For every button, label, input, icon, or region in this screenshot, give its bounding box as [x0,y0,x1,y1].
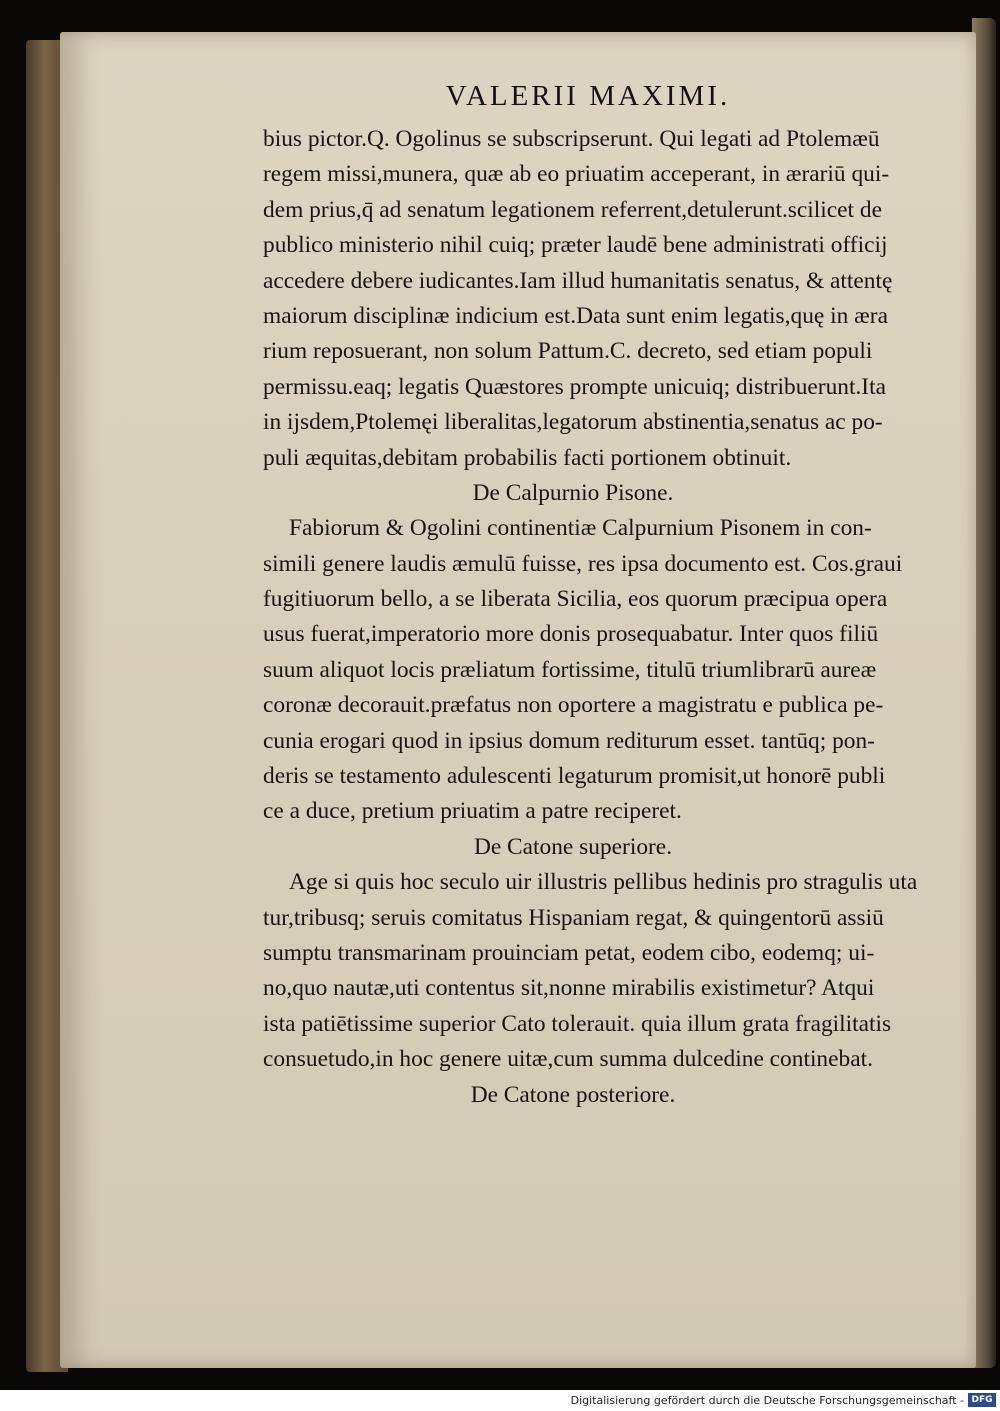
text-line: puli æquitas,debitam probabilis facti portionem obtinuit. [263,444,792,471]
digitization-footer [0,1390,1000,1411]
text-line: fugitiuorum bello, a se liberata Sicilia, eos quorum præcipua opera [263,586,888,613]
text-line: deris se testamento adulescenti legaturum promisit,ut honorē publi [263,763,886,790]
text-line: maiorum disciplinæ indicium est.Data sunt enim legatis,quę in æra [263,302,888,329]
text-line: rium reposuerant, non solum Pattum.C. decreto, sed etiam populi [263,338,873,365]
text-line: ista patiētissime superior Cato tolerauit. quia illum grata fragilitatis [263,1010,892,1037]
text-line: dem prius,q̄ ad senatum legationem referrent,detulerunt.scilicet de [263,196,882,223]
page-body-text [263,122,963,1113]
text-line: sumptu transmarinam prouinciam petat, eodem cibo, eodemq; ui- [263,939,875,966]
text-line: consuetudo,in hoc genere uitæ,cum summa dulcedine continebat. [263,1046,873,1073]
text-line: tur,tribusq; seruis comitatus Hispaniam regat, & quingentorū assiū [263,904,884,931]
text-line: Age si quis hoc seculo uir illustris pellibus hedinis pro stragulis uta [289,869,918,896]
text-line: coronæ decorauit.præfatus non oportere a magistratu e publica pe- [263,692,884,719]
text-line: no,quo nautæ,uti contentus sit,nonne mirabilis existimetur? Atqui [263,975,875,1002]
section-heading: De Catone posteriore. [470,1081,676,1108]
text-line: simili genere laudis æmulū fuisse, res ipsa documento est. Cos.graui [263,550,903,577]
text-line: Fabiorum & Ogolini continentiæ Calpurnium Pisonem in con- [289,515,872,542]
section-heading: De Catone superiore. [473,833,673,860]
text-line: usus fuerat,imperatorio more donis prosequabatur. Inter quos filiū [263,621,879,648]
footer-credit: Digitalisierung gefördert durch die Deutsche Forschungsgemeinschaft - [570,1394,964,1407]
text-line: publico ministerio nihil cuiq; præter laudē bene administrati officij [263,232,888,259]
running-head [60,80,976,120]
text-line: in ijsdem,Ptolemęi liberalitas,legatorum abstinentia,senatus ac po- [263,409,883,436]
text-line: cunia erogari quod in ipsius domum rediturum esset. tantūq; pon- [263,727,875,754]
text-line: permissu.eaq; legatis Quæstores prompte unicuiq; distribuerunt.Ita [263,373,886,400]
text-line: regem missi,munera, quæ ab eo priuatim acceperant, in ærariū qui- [263,161,890,188]
dfg-logo: DFG [968,1393,996,1407]
text-line: ce a duce, pretium priuatim a patre reciperet. [263,798,682,825]
text-line: suum aliquot locis præliatum fortissime, titulū triumlibrarū aureæ [263,656,877,683]
section-heading: De Calpurnio Pisone. [472,479,674,506]
running-head-text: VALERII MAXIMI. [445,80,731,112]
text-line: bius pictor.Q. Ogolinus se subscripserunt. Qui legati ad Ptolemæū [263,126,880,152]
text-line: accedere debere iudicantes.Iam illud humanitatis senatus, & attentę [263,267,893,294]
